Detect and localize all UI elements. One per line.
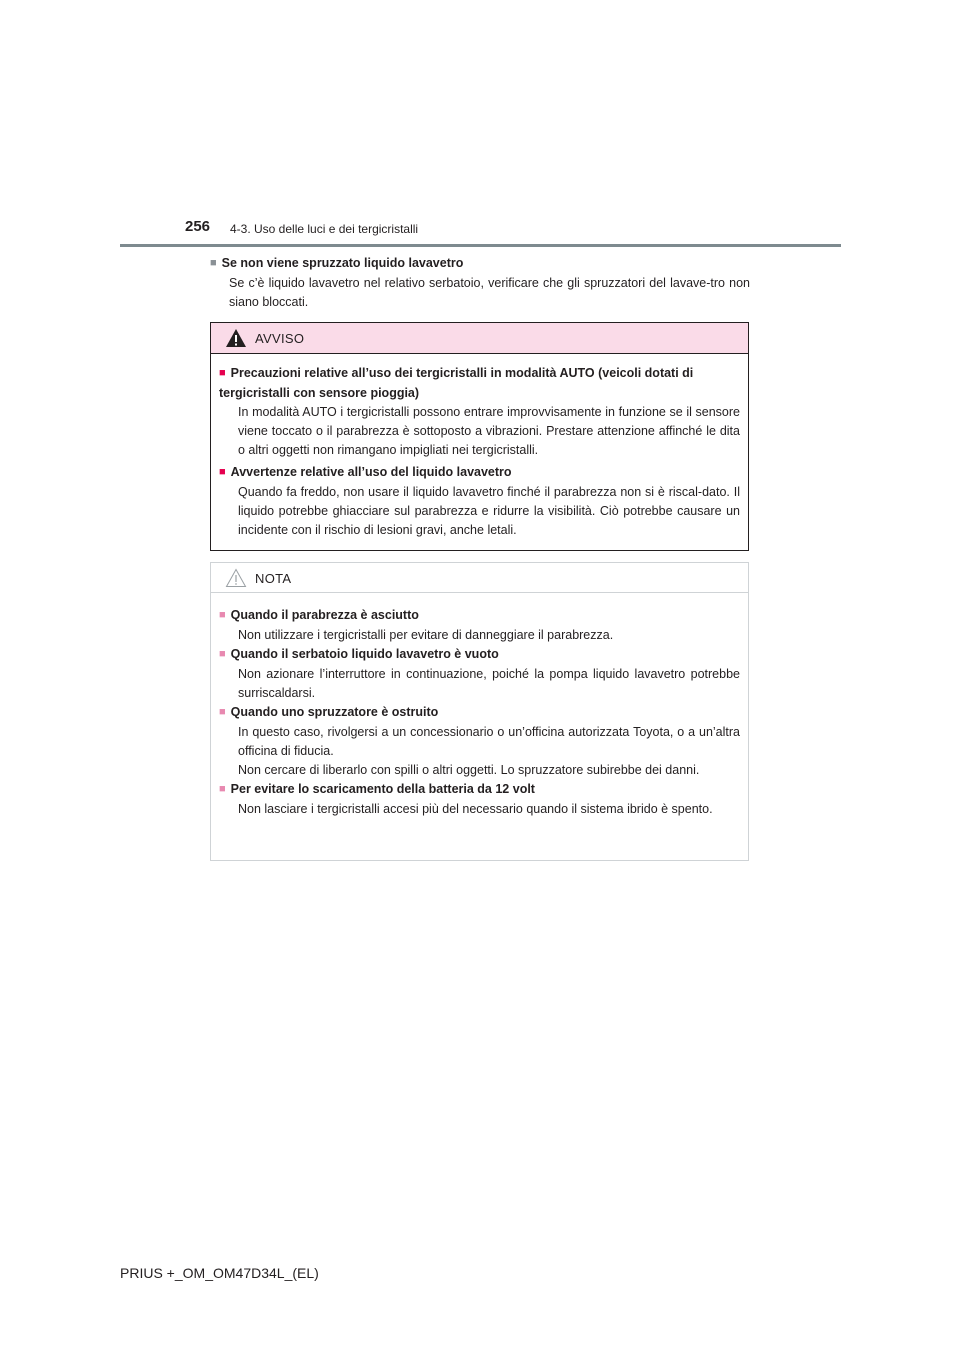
note-item-heading: ■ Per evitare lo scaricamento della batteria da 12 volt xyxy=(219,780,740,800)
note-label: NOTA xyxy=(255,571,292,586)
note-header xyxy=(211,563,748,593)
square-bullet-icon: ■ xyxy=(219,648,226,660)
note-item xyxy=(219,645,740,703)
note-item xyxy=(219,703,740,780)
square-bullet-icon: ■ xyxy=(210,257,217,269)
page-number: 256 xyxy=(185,218,211,235)
square-bullet-icon: ■ xyxy=(219,466,226,478)
note-item-text: Non utilizzare i tergicristalli per evitare di danneggiare il parabrezza. xyxy=(238,628,614,642)
note-item-heading: ■ Quando il serbatoio liquido lavavetro è vuoto xyxy=(219,645,740,665)
intro-heading: ■ Se non viene spruzzato liquido lavavetro xyxy=(210,254,750,274)
warning-item-heading: ■ Precauzioni relative all’uso dei tergicristalli in modalità AUTO (veicoli dotati di tergicristalli con sensore pioggia) xyxy=(219,366,694,400)
note-item-heading: ■ Quando il parabrezza è asciutto xyxy=(219,606,740,626)
note-item-heading: ■ Quando uno spruzzatore è ostruito xyxy=(219,703,740,723)
warning-header xyxy=(211,323,748,354)
note-item-text: Non azionare l’interruttore in continuazione, poiché la pompa liquido lavavetro potrebbe surriscaldarsi. xyxy=(238,667,740,700)
header-rule xyxy=(120,244,841,247)
warning-item-heading: ■ Avvertenze relative all’uso del liquido lavavetro xyxy=(219,463,740,483)
note-item xyxy=(219,780,740,819)
note-item-text: Non lasciare i tergicristalli accesi più del necessario quando il sistema ibrido è spento. xyxy=(238,802,713,816)
square-bullet-icon: ■ xyxy=(219,783,226,795)
note-box xyxy=(210,562,749,861)
warning-label: AVVISO xyxy=(255,331,305,346)
warning-item-text: Quando fa freddo, non usare il liquido lavavetro finché il parabrezza non si è riscal-dato. Il liquido potrebbe ghiacciare sul parabrezza e ridurre la visibilità. Ciò potrebbe causare un incidente con il rischio di lesioni gravi, anche letali. xyxy=(238,485,740,537)
intro-text: Se c’è liquido lavavetro nel relativo serbatoio, verificare che gli spruzzatori del lavave-tro non siano bloccati. xyxy=(229,276,750,309)
warning-item xyxy=(219,364,740,460)
note-item-text: In questo caso, rivolgersi a un concessionario o un’officina autorizzata Toyota, o a un’altra officina di fiducia. xyxy=(238,725,740,758)
square-bullet-icon: ■ xyxy=(219,609,226,621)
note-item xyxy=(219,606,740,645)
footer-model: PRIUS +_OM_OM47D34L_(EL) xyxy=(120,1265,319,1281)
warning-item xyxy=(219,463,740,540)
intro-section xyxy=(210,254,750,312)
section-title: 4-3. Uso delle luci e dei tergicristalli xyxy=(230,222,419,236)
caution-triangle-outline-icon xyxy=(225,568,247,588)
note-content xyxy=(211,593,748,819)
warning-box xyxy=(210,322,749,551)
square-bullet-icon: ■ xyxy=(219,706,226,718)
warning-triangle-icon xyxy=(225,328,247,348)
warning-content xyxy=(211,354,748,540)
note-item-text-extra: Non cercare di liberarlo con spilli o altri oggetti. Lo spruzzatore subirebbe dei danni. xyxy=(238,763,700,777)
square-bullet-icon: ■ xyxy=(219,367,226,379)
warning-item-text: In modalità AUTO i tergicristalli possono entrare improvvisamente in funzione se il sensore viene toccato o il parabrezza è sottoposto a vibrazioni. Prestare attenzione affinché le dita o altri oggetti non rimangano impigliati nei tergicristalli. xyxy=(238,405,740,457)
